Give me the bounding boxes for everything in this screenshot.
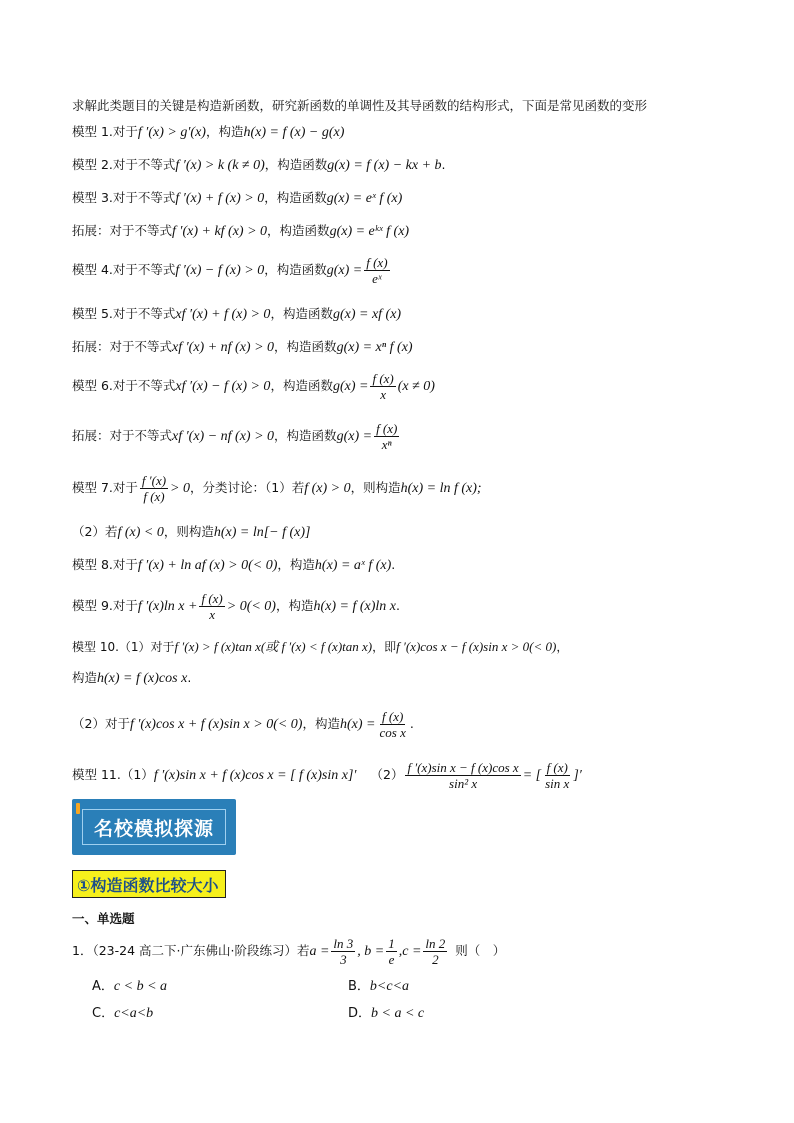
model-1: 模型 1.对于f ′(x) > g′(x)，构造h(x) = f (x) − g(x) [72,124,345,140]
model-7-case-2: （2）若f (x) < 0，则构造h(x) = ln[− f (x)] [72,524,311,540]
fraction: $\frac{1}{e}$ [388,936,395,967]
model-5: 模型 5.对于不等式xf ′(x) + f (x) > 0，构造函数g(x) = xf (x) [72,306,402,322]
fraction: $\frac{\ln 3}{3}$ [333,936,354,967]
intro-text: 求解此类题目的关键是构造新函数，研究新函数的单调性及其导函数的结构形式，下面是常见函数的变形 [72,98,648,113]
fraction: $\frac{f (x)}{\text{sin x}}$ [545,760,570,791]
model-3: 模型 3.对于不等式f ′(x) + f (x) > 0，构造函数g(x) = eˣ f (x) [72,190,403,206]
model-10-construct: 构造h(x) = f (x)cos x. [72,670,192,686]
topic-tag: ①构造函数比较大小 [72,870,226,898]
option-b[interactable]: B．b<c<a [348,979,410,994]
model-9: 模型 9.对于f ′(x)ln x + $\frac{f (x)}{x}$ > 0(< 0)，构造h(x) = f (x)ln x. [72,591,400,622]
banner-frame [82,809,226,845]
option-a[interactable]: A．c < b < a [92,979,168,994]
question-type-heading: 一、单选题 [72,911,135,926]
fraction: $\frac{\text{f ′(x)sin x − f (x)cos x}}{\text{sin² x}}$ [407,760,519,791]
fraction: $\frac{f (x)}{\text{eˣ}}$ [366,255,388,286]
model-6: 模型 6.对于不等式xf ′(x) − f (x) > 0，构造函数g(x) = $\frac{f (x)}{x}$ (x ≠ 0) [72,371,435,402]
fraction: $\frac{\ln 2}{2}$ [425,936,446,967]
fraction: $\frac{f (x)}{\text{xⁿ}}$ [376,421,398,452]
model-7: 模型 7.对于 $\frac{f '(x)}{f (x)}$ > 0，分类讨论：（1）若f (x) > 0，则构造h(x) = ln f (x); [72,473,482,504]
question-1: 1．（23-24 高二下·广东佛山·阶段练习）若a = $\frac{\ln 3}{3}$ , b = $\frac{1}{e}$ ,c = $\frac{\ln 2}{2}$ 则（ ） [72,936,506,967]
section-banner [72,799,236,855]
banner-title: 名校模拟探源 [93,817,214,840]
fraction: $\frac{f '(x)}{f (x)}$ [141,473,167,504]
fraction: $\frac{f (x)}{x}$ [372,371,394,402]
option-d[interactable]: D．b < a < c [348,1006,425,1021]
model-10-case-2: （2）对于f ′(x)cos x + f (x)sin x > 0(< 0)，构造h(x) = $\frac{f (x)}{\text{cos x}}$ . [72,709,414,740]
extension-3: 拓展：对于不等式f ′(x) + kf (x) > 0，构造函数g(x) = eᵏˣ f (x) [72,223,410,239]
model-11: 模型 11.（1）f ′(x)sin x + f (x)cos x = [ f (x)sin x]′ （2） $\frac{\text{f ′(x)sin x − f (x)cos x}}{\text{sin² x}}$ = [ $\frac{f (x)}{\text{sin x}}$ ]′ [72,760,582,791]
model-8: 模型 8.对于f ′(x) + ln af (x) > 0(< 0)，构造h(x) = aˣ f (x). [72,557,396,573]
option-c[interactable]: C．c<a<b [92,1006,154,1021]
extension-6: 拓展：对于不等式xf ′(x) − nf (x) > 0，构造函数g(x) = $\frac{f (x)}{\text{xⁿ}}$ [72,421,398,452]
model-10: 模型 10.（1）对于f ′(x) > f (x)tan x(或 f ′(x) < f (x)tan x)，即f ′(x)cos x − f (x)sin x > 0(< 0)， [72,639,569,654]
fraction: $\frac{f (x)}{x}$ [201,591,223,622]
model-2: 模型 2.对于不等式f ′(x) > k (k ≠ 0)，构造函数g(x) = f (x) − kx + b. [72,157,446,173]
extension-5: 拓展：对于不等式xf ′(x) + nf (x) > 0，构造函数g(x) = xⁿ f (x) [72,339,413,355]
fraction: $\frac{f (x)}{\text{cos x}}$ [379,709,406,740]
model-4: 模型 4.对于不等式f ′(x) − f (x) > 0，构造函数g(x) = $\frac{f (x)}{\text{eˣ}}$ [72,255,388,286]
banner-accent [76,803,80,814]
